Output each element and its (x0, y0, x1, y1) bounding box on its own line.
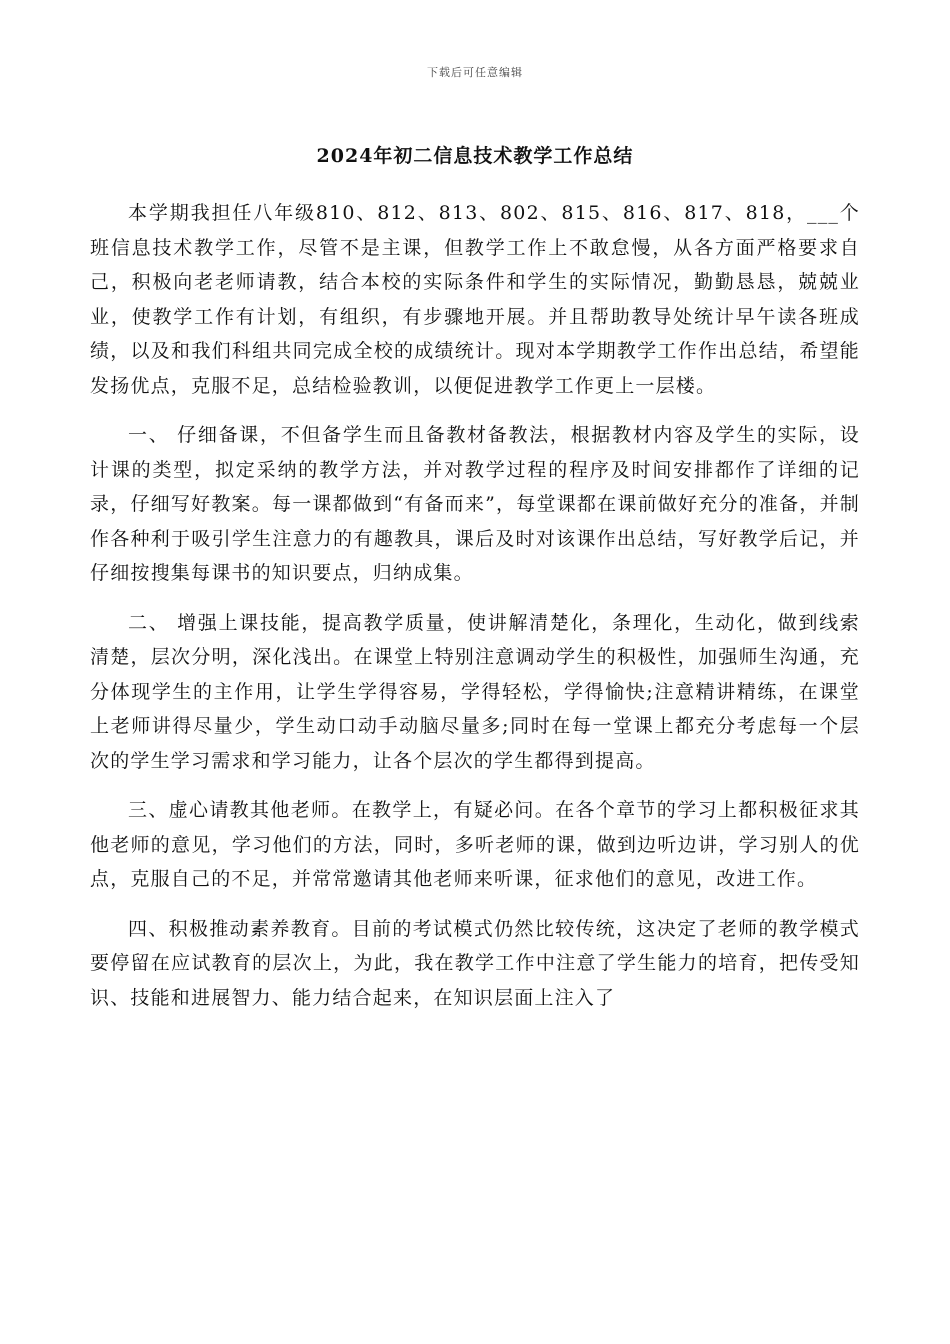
paragraph-section-1: 一、 仔细备课，不但备学生而且备教材备教法，根据教材内容及学生的实际，设计课的类型，拟定采纳的教学方法，并对教学过程的程序及时间安排都作了详细的记录，仔细写好教案。每一课都做到“有备而来”，每堂课都在课前做好充分的准备，并制作各种利于吸引学生注意力的有趣教具，课后及时对该课作出总结，写好教学后记，并仔细按搜集每课书的知识要点，归纳成集。 (90, 424, 860, 584)
paragraph-section-2: 二、 增强上课技能，提高教学质量，使讲解清楚化，条理化，生动化，做到线索清楚，层次分明，深化浅出。在课堂上特别注意调动学生的积极性，加强师生沟通，充分体现学生的主作用，让学生学得容易，学得轻松，学得愉快;注意精讲精练，在课堂上老师讲得尽量少，学生动口动手动脑尽量多;同时在每一堂课上都充分考虑每一个层次的学生学习需求和学习能力，让各个层次的学生都得到提高。 (90, 611, 860, 772)
header-note: 下载后可任意编辑 (427, 66, 523, 79)
paragraph-intro: 本学期我担任八年级810、812、813、802、815、816、817、818，___个班信息技术教学工作，尽管不是主课，但教学工作上不敢怠慢，从各方面严格要求自己，积极向老老师请教，结合本校的实际条件和学生的实际情况，勤勤恳恳，兢兢业业，使教学工作有计划，有组织，有步骤地开展。并且帮助教导处统计早午读各班成绩，以及和我们科组共同完成全校的成绩统计。现对本学期教学工作作出总结，希望能发扬优点，克服不足，总结检验教训，以便促进教学工作更上一层楼。 (90, 202, 860, 397)
paragraph-section-3: 三、虚心请教其他老师。在教学上，有疑必问。在各个章节的学习上都积极征求其他老师的意见，学习他们的方法，同时，多听老师的课，做到边听边讲，学习别人的优点，克服自己的不足，并常常邀请其他老师来听课，征求他们的意见，改进工作。 (90, 799, 860, 890)
document-title: 2024年初二信息技术教学工作总结 (316, 145, 634, 167)
paragraph-section-4: 四、积极推动素养教育。目前的考试模式仍然比较传统，这决定了老师的教学模式要停留在应试教育的层次上，为此，我在教学工作中注意了学生能力的培育，把传受知识、技能和进展智力、能力结合起来，在知识层面上注入了 (90, 917, 860, 1009)
document-body (90, 196, 860, 1030)
